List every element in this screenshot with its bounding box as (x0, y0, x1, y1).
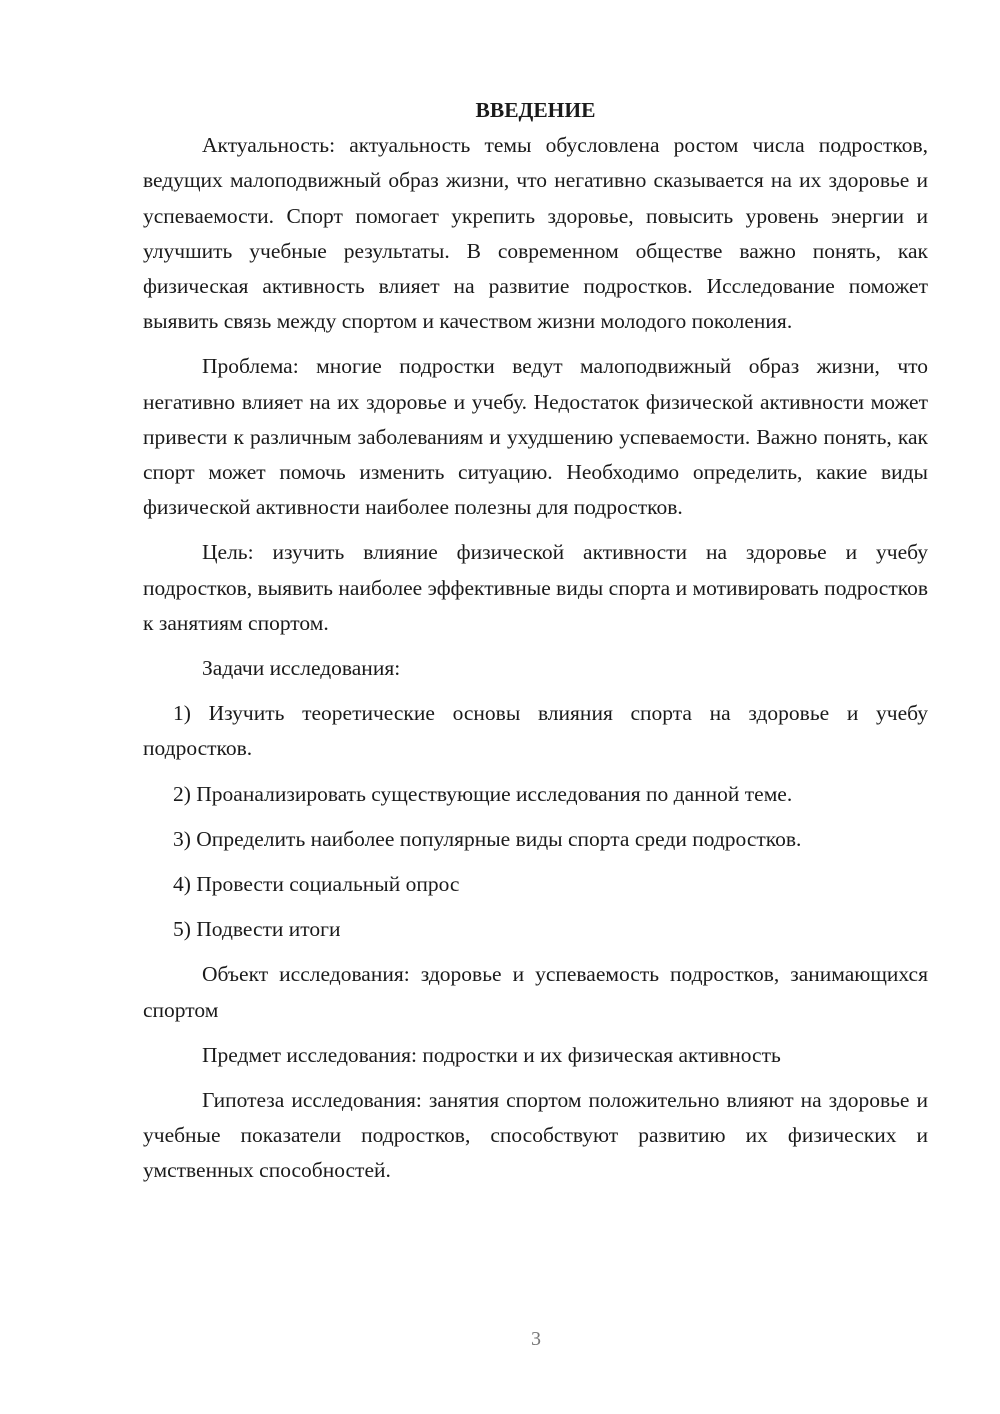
goal-paragraph: Цель: изучить влияние физической активности на здоровье и учебу подростков, выявить наиболее эффективные виды спорта и мотивировать подростков к занятиям спортом. (143, 540, 928, 635)
task-item: 1) Изучить теоретические основы влияния спорта на здоровье и учебу подростков. (143, 701, 928, 761)
relevance-paragraph: Актуальность: актуальность темы обусловлена ростом числа подростков, ведущих малоподвижный образ жизни, что негативно сказывается на их здоровье и успеваемости. Спорт помогает укрепить здоровье, повысить уровень энергии и улучшить учебные результаты. В современном обществе важно понять, как физическая активность влияет на развитие подростков. Исследование поможет выявить связь между спортом и качеством жизни молодого поколения. (143, 133, 928, 334)
document-page (143, 93, 928, 1199)
task-item: 3) Определить наиболее популярные виды спорта среди подростков. (173, 826, 802, 851)
hypothesis-paragraph: Гипотеза исследования: занятия спортом положительно влияют на здоровье и учебные показатели подростков, способствуют развитию их физических и умственных способностей. (143, 1088, 928, 1183)
subject-paragraph: Предмет исследования: подростки и их физическая активность (202, 1042, 781, 1067)
object-paragraph: Объект исследования: здоровье и успеваемость подростков, занимающихся спортом (143, 962, 928, 1022)
task-item: 4) Провести социальный опрос (173, 872, 460, 897)
task-item: 5) Подвести итоги (173, 917, 341, 942)
tasks-list (143, 696, 928, 947)
page-number: 3 (531, 1328, 541, 1350)
task-item: 2) Проанализировать существующие исследования по данной теме. (173, 781, 793, 806)
problem-paragraph: Проблема: многие подростки ведут малоподвижный образ жизни, что негативно влияет на их здоровье и учебу. Недостаток физической активности может привести к различным заболеваниям и ухудшению успеваемости. Важно понять, как спорт может помочь изменить ситуацию. Необходимо определить, какие виды физической активности наиболее полезны для подростков. (143, 354, 928, 520)
tasks-heading: Задачи исследования: (202, 656, 401, 681)
section-title: ВВЕДЕНИЕ (475, 98, 596, 122)
